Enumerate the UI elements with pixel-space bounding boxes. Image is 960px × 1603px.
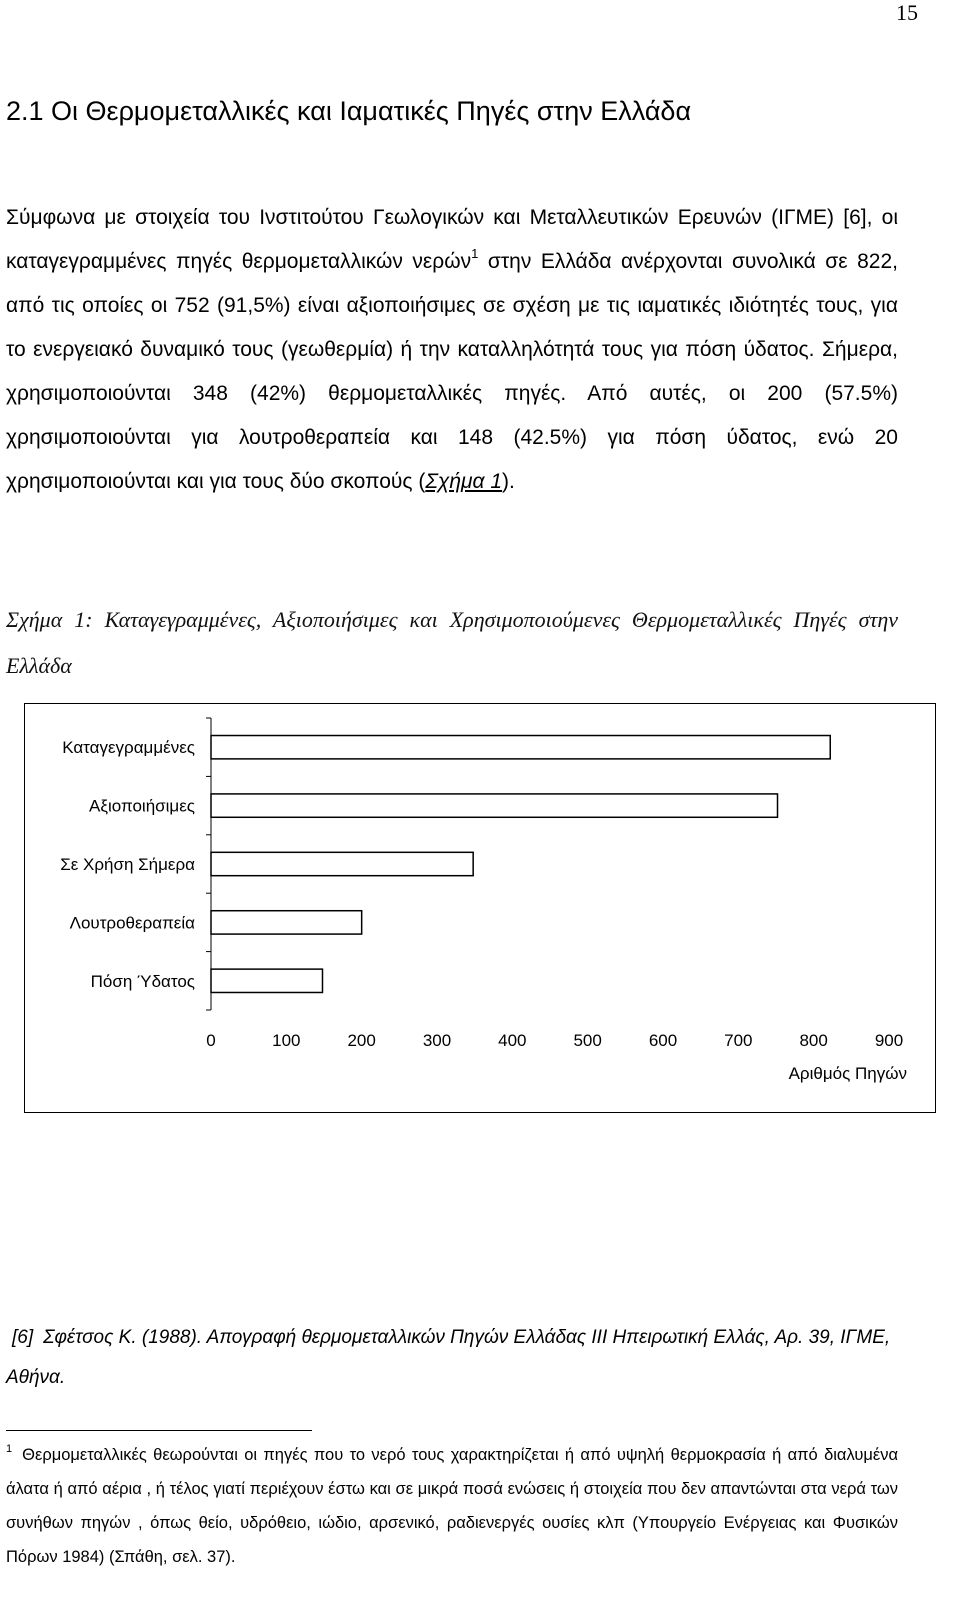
x-tick-label: 200 xyxy=(347,1031,376,1050)
x-tick-label: 900 xyxy=(874,1031,904,1050)
x-tick-label: 400 xyxy=(498,1031,527,1050)
reference-id: [6] xyxy=(12,1327,34,1348)
figure-link[interactable]: Σχήμα 1 xyxy=(425,470,503,493)
x-tick-label: 0 xyxy=(206,1031,216,1050)
category-label: Αξιοποιήσιμες xyxy=(89,796,195,816)
category-label: Λουτροθεραπεία xyxy=(69,913,195,933)
bar-5 xyxy=(211,969,322,992)
section-title: 2.1 Οι Θερμομεταλλικές και Ιαματικές Πηγές στην Ελλάδα xyxy=(6,96,692,126)
body-text-start: Σύμφωνα με στοιχεία του Ινστιτούτου Γεωλογικών και Μεταλλευτικών Ερευνών (ΙΓΜΕ) [6], οι καταγεγραμμένες πηγές θερμομεταλλικών νερών xyxy=(6,206,898,273)
x-axis-label: Αριθμός Πηγών xyxy=(788,1064,907,1083)
figure-caption: Σχήμα 1: Καταγεγραμμένες, Αξιοποιήσιμες και Χρησιμοποιούμενες Θερμομεταλλικές Πηγές στην Ελλάδα xyxy=(6,607,898,678)
reference-text: Σφέτσος Κ. (1988). Απογραφή θερμομεταλλικών Πηγών Ελλάδας ΙΙΙ Ηπειρωτική Ελλάς, Αρ. 39, ΙΓΜΕ, Αθήνα. xyxy=(6,1327,891,1388)
reference-entry xyxy=(6,1318,898,1398)
body-paragraph xyxy=(6,196,898,504)
x-tick-label: 500 xyxy=(573,1031,602,1050)
category-label: Σε Χρήση Σήμερα xyxy=(60,855,195,874)
footnote xyxy=(6,1438,898,1574)
footnote-mark: 1 xyxy=(6,1443,13,1455)
body-text-middle: στην Ελλάδα ανέρχονται συνολικά σε 822, από τις οποίες οι 752 (91,5%) είναι αξιοποιήσιμες σε σχέση με τις ιαματικές ιδιότητές τους, για το ενεργειακό δυναμικό τους (γεωθερμία) ή την καταλληλότητά τους για πόση ύδατος. Σήμερα, χρησιμοποιούνται 348 (42%) θερμομεταλλικές πηγές. Από αυτές, οι 200 (57.5%) χρησιμοποιούνται για λουτροθεραπεία και 148 (42.5%) για πόση ύδατος, ενώ 20 χρησιμοποιούνται και για τους δύο σκοπούς ( xyxy=(6,250,899,493)
x-tick-label: 600 xyxy=(648,1031,678,1050)
chart-frame xyxy=(24,703,936,1113)
footnote-divider xyxy=(6,1430,312,1431)
page-number: 15 xyxy=(896,0,918,25)
x-tick-label: 800 xyxy=(799,1031,828,1050)
category-label: Καταγεγραμμένες xyxy=(62,738,195,758)
x-tick-label: 700 xyxy=(724,1031,753,1050)
footnote-reference[interactable]: 1 xyxy=(471,246,479,261)
x-tick-label: 100 xyxy=(272,1031,301,1050)
x-tick-label: 300 xyxy=(422,1031,452,1050)
bar-3 xyxy=(211,852,473,875)
category-label: Πόση Ύδατος xyxy=(90,971,195,991)
bar-2 xyxy=(211,794,778,817)
footnote-text: Θερμομεταλλικές θεωρούνται οι πηγές που το νερό τους χαρακτηρίζεται ή από υψηλή θερμοκρασία ή από διαλυμένα άλατα ή από αέρια , ή τέλος γιατί περιέχουν έστω και σε μικρά ποσά ενώσεις ή στοιχεία που δεν απαντώνται στα νερά των συνήθων πηγών , όπως θείο, υδρόθειο, ιώδιο, αρσενικό, ραδιενεργές ουσίες κλπ (Υπουργείο Ενέργειας και Φυσικών Πόρων 1984) (Σπάθη, σελ. 37). xyxy=(6,1446,898,1566)
bar-chart xyxy=(25,704,935,1112)
bar-4 xyxy=(211,911,362,934)
body-text-end: ). xyxy=(502,470,515,493)
bar-1 xyxy=(211,736,830,759)
